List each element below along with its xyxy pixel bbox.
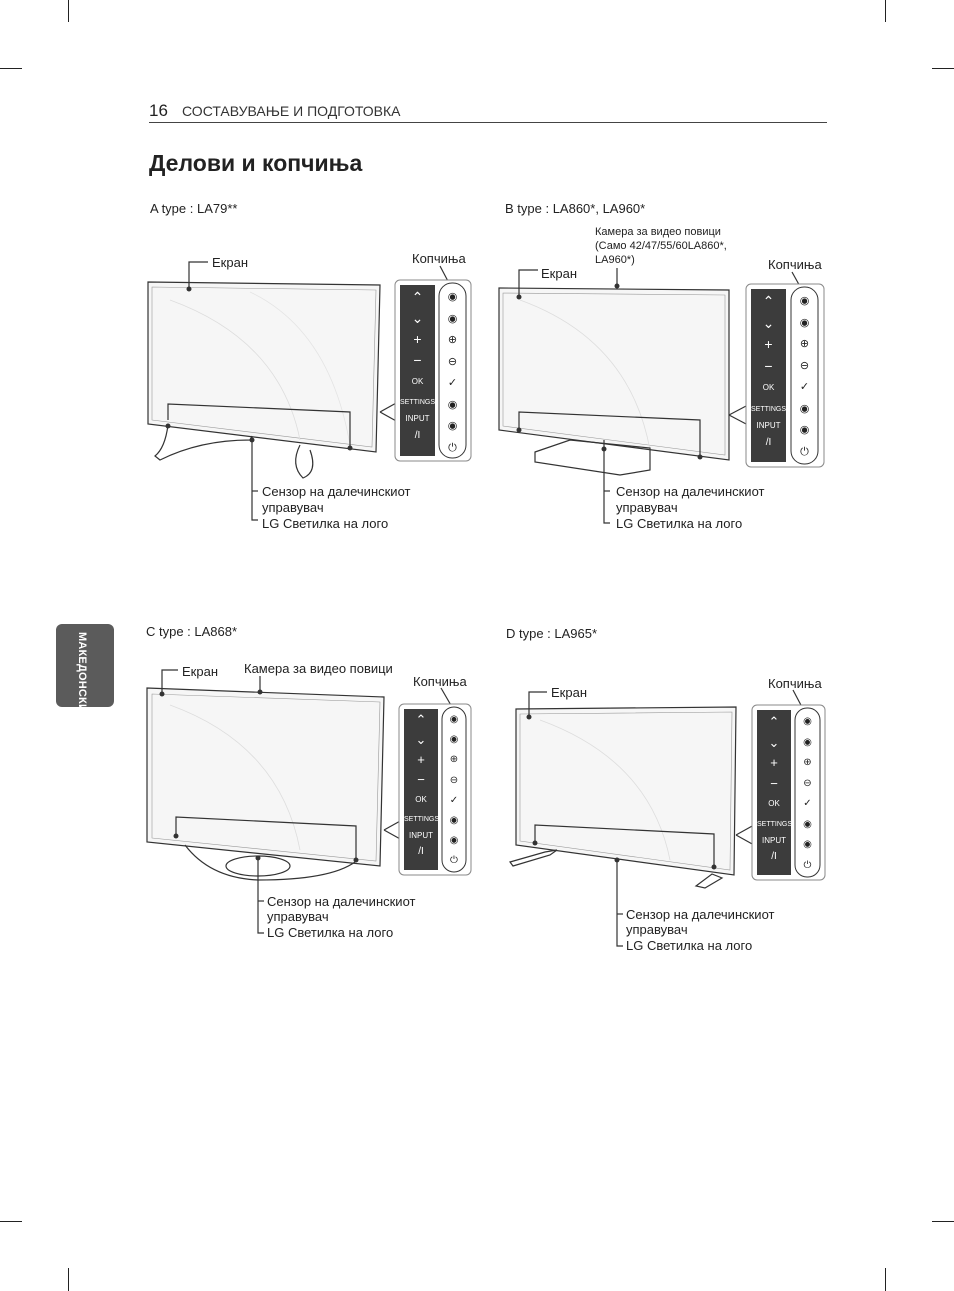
logo-light-label: LG Светилка на лого — [626, 938, 753, 953]
channel-up-icon: ⌃ — [411, 289, 424, 305]
volume-down-button[interactable]: ⊖ — [449, 774, 459, 786]
volume-up-button[interactable]: ⊕ — [803, 757, 812, 768]
input-label: INPUT — [405, 414, 430, 423]
channel-up-icon: ⌃ — [762, 293, 775, 309]
type-d-label: D type : LA965* — [506, 626, 598, 641]
buttons-label: Копчиња — [768, 257, 822, 272]
volume-down-button[interactable]: ⊖ — [803, 777, 812, 789]
remote-sensor-label-2: управувач — [262, 500, 324, 515]
screen-label: Екран — [541, 266, 577, 281]
volume-up-label: + — [764, 336, 773, 352]
volume-up-button[interactable]: ⊕ — [447, 334, 458, 346]
ok-label: OK — [768, 799, 780, 808]
ok-label: OK — [415, 795, 427, 804]
power-label: /I — [765, 437, 772, 448]
power-button[interactable]: ⏻ — [450, 855, 458, 867]
input-label: INPUT — [409, 831, 433, 840]
input-label: INPUT — [762, 836, 786, 845]
channel-up-icon: ⌃ — [415, 712, 427, 727]
channel-up-button[interactable]: ◉ — [799, 295, 810, 307]
channel-down-button[interactable]: ◉ — [447, 312, 458, 325]
settings-label: SETTINGS — [757, 820, 793, 828]
power-button[interactable]: ⏻ — [448, 441, 457, 454]
keypad-labels — [757, 712, 791, 868]
channel-down-button[interactable]: ◉ — [449, 734, 459, 746]
type-c-label: C type : LA868* — [146, 624, 238, 639]
screen-label: Екран — [551, 685, 587, 700]
remote-sensor-label: Сензор на далечинскиот — [616, 484, 765, 499]
input-button[interactable]: ◉ — [799, 424, 810, 436]
power-label: /I — [414, 430, 421, 441]
volume-down-button[interactable]: ⊖ — [799, 359, 810, 372]
keypad-buttons — [800, 712, 815, 876]
channel-down-icon: ⌄ — [411, 310, 424, 326]
type-b-label: B type : LA860*, LA960* — [505, 201, 646, 216]
ok-button[interactable]: ✓ — [449, 794, 459, 806]
settings-label: SETTINGS — [404, 816, 440, 823]
camera-label: Камера за видео повици — [595, 226, 721, 238]
power-label: /I — [771, 851, 777, 862]
remote-sensor-label-2: управувач — [267, 909, 329, 924]
page-title: Делови и копчиња — [149, 150, 363, 176]
logo-light-label: LG Светилка на лого — [267, 925, 394, 940]
screen-label: Екран — [212, 255, 248, 270]
logo-light-label: LG Светилка на лого — [616, 516, 743, 531]
input-button[interactable]: ◉ — [447, 420, 458, 432]
language-tab-label: МАКЕДОНСКИ — [76, 632, 88, 713]
channel-up-button[interactable]: ◉ — [449, 714, 459, 725]
camera-label-2: (Само 42/47/55/60LA860*, — [595, 240, 727, 252]
settings-button[interactable]: ◉ — [803, 818, 812, 830]
ok-button[interactable]: ✓ — [447, 377, 458, 389]
channel-up-icon: ⌃ — [768, 714, 780, 729]
input-button[interactable]: ◉ — [449, 835, 459, 847]
volume-up-label: + — [417, 752, 425, 767]
volume-down-button[interactable]: ⊖ — [447, 355, 458, 368]
volume-up-button[interactable]: ⊕ — [449, 754, 459, 766]
volume-up-label: + — [413, 331, 422, 347]
input-button[interactable]: ◉ — [803, 839, 812, 850]
remote-sensor-label: Сензор на далечинскиот — [626, 907, 775, 922]
screen-label: Екран — [182, 664, 218, 679]
ok-button[interactable]: ✓ — [803, 798, 812, 809]
volume-down-label: − — [770, 775, 778, 791]
power-label: /I — [418, 846, 424, 857]
buttons-label: Копчиња — [413, 674, 467, 689]
channel-down-icon: ⌄ — [762, 314, 775, 331]
volume-up-button[interactable]: ⊕ — [799, 338, 810, 350]
settings-label: SETTINGS — [751, 405, 787, 413]
volume-down-label: − — [764, 357, 773, 374]
settings-button[interactable]: ◉ — [799, 402, 810, 415]
power-button[interactable]: ⏻ — [800, 445, 809, 458]
ok-label: OK — [411, 377, 424, 386]
remote-sensor-label-2: управувач — [616, 500, 678, 515]
channel-up-button[interactable]: ◉ — [803, 716, 812, 727]
settings-label: SETTINGS — [400, 399, 436, 406]
channel-up-button[interactable]: ◉ — [447, 291, 458, 303]
settings-button[interactable]: ◉ — [447, 398, 458, 411]
channel-down-button[interactable]: ◉ — [799, 316, 810, 329]
section-title: СОСТАВУВАЊЕ И ПОДГОТОВКА — [182, 103, 401, 119]
channel-down-icon: ⌄ — [768, 734, 780, 750]
buttons-label: Копчиња — [768, 676, 822, 691]
channel-down-icon: ⌄ — [415, 732, 427, 747]
power-button[interactable]: ⏻ — [803, 859, 812, 871]
camera-label: Камера за видео повици — [244, 661, 393, 676]
buttons-label: Копчиња — [412, 251, 466, 266]
volume-up-label: + — [770, 755, 778, 770]
page-number: 16 — [149, 101, 168, 120]
remote-sensor-label: Сензор на далечинскиот — [267, 894, 416, 909]
type-a-label: A type : LA79** — [150, 201, 238, 216]
remote-sensor-label: Сензор на далечинскиот — [262, 484, 411, 499]
camera-label-3: LA960*) — [595, 254, 635, 266]
logo-light-label: LG Светилка на лого — [262, 516, 389, 531]
input-label: INPUT — [756, 421, 781, 430]
ok-label: OK — [762, 383, 775, 392]
ok-button[interactable]: ✓ — [799, 381, 810, 393]
settings-button[interactable]: ◉ — [449, 815, 459, 827]
remote-sensor-label-2: управувач — [626, 922, 688, 937]
volume-down-label: − — [417, 772, 425, 787]
volume-down-label: − — [413, 352, 422, 368]
channel-down-button[interactable]: ◉ — [803, 736, 812, 748]
